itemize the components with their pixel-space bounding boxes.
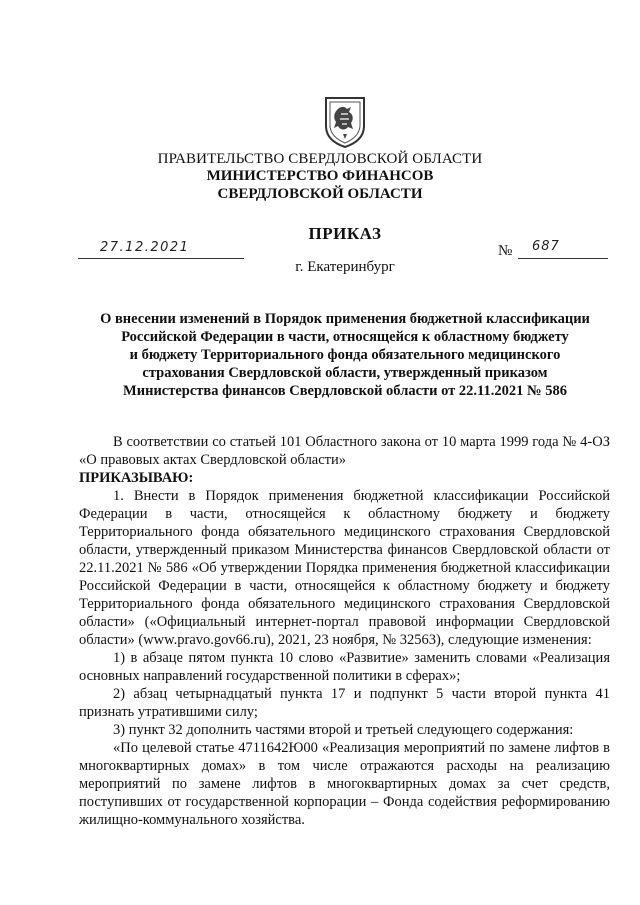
ministry-region: СВЕРДЛОВСКОЙ ОБЛАСТИ: [217, 186, 423, 202]
quote-paragraph: «По целевой статье 4711642Ю00 «Реализация мероприятий по замене лифтов в многоквартирных домах» в том числе отражаются расходы на реализацию мероприятий по замене лифтов в многоквартирных домах за счет средств, поступивших от государственной корпорации – Фонда содействия реформированию жилищно-коммунального хозяйства.: [79, 740, 610, 828]
document-subject: [80, 310, 610, 400]
subitem-1-paragraph: 1) в абзаце пятом пункта 10 слово «Развитие» заменить словами «Реализация основных направлений государственной политики в сферах»;: [79, 650, 610, 684]
document-date: 27.12.2021: [100, 240, 190, 255]
subject-line: О внесении изменений в Порядок применения бюджетной классификации: [100, 311, 590, 327]
number-sign: №: [498, 243, 513, 259]
subitem-3-paragraph: 3) пункт 32 дополнить частями второй и третьей следующего содержания:: [113, 722, 574, 738]
document-number: 687: [532, 239, 560, 254]
order-word: ПРИКАЗЫВАЮ:: [79, 470, 194, 486]
subject-line: Российской Федерации в части, относящейся к областному бюджету: [121, 329, 569, 345]
subject-line: и бюджету Территориального фонда обязательного медицинского: [129, 347, 561, 363]
document-body: [79, 433, 610, 829]
subject-line: страхования Свердловской области, утвержденный приказом: [142, 365, 548, 381]
subitem-2-paragraph: 2) абзац четырнадцатый пункта 17 и подпункт 5 части второй пункта 41 признать утратившими силу;: [79, 686, 610, 720]
city: г. Екатеринбург: [295, 259, 395, 275]
document-type: ПРИКАЗ: [308, 224, 382, 243]
subject-line: Министерства финансов Свердловской области от 22.11.2021 № 586: [123, 383, 567, 399]
government-name: ПРАВИТЕЛЬСТВО СВЕРДЛОВСКОЙ ОБЛАСТИ: [157, 151, 483, 167]
coat-of-arms-icon: [322, 96, 368, 148]
ministry-name: МИНИСТЕРСТВО ФИНАНСОВ: [206, 168, 434, 184]
preamble-paragraph: В соответствии со статьей 101 Областного закона от 10 марта 1999 года № 4-ОЗ «О правовых актах Свердловской области»: [79, 434, 610, 468]
item-1-paragraph: 1. Внести в Порядок применения бюджетной классификации Российской Федерации в части, относящейся к областному бюджету и бюджету Территориального фонда обязательного медицинского страхования Свердловской области, утвержденный приказом Министерства финансов Свердловской области от 22.11.2021 № 586 «Об утверждении Порядка применения бюджетной классификации Российской Федерации в части, относящейся к областному бюджету и бюджету Территориального фонда обязательного медицинского страхования Свердловской области» («Официальный интернет-портал правовой информации Свердловской области» (www.pravo.gov66.ru), 2021, 23 ноября, № 32563), следующие изменения:: [79, 488, 610, 648]
